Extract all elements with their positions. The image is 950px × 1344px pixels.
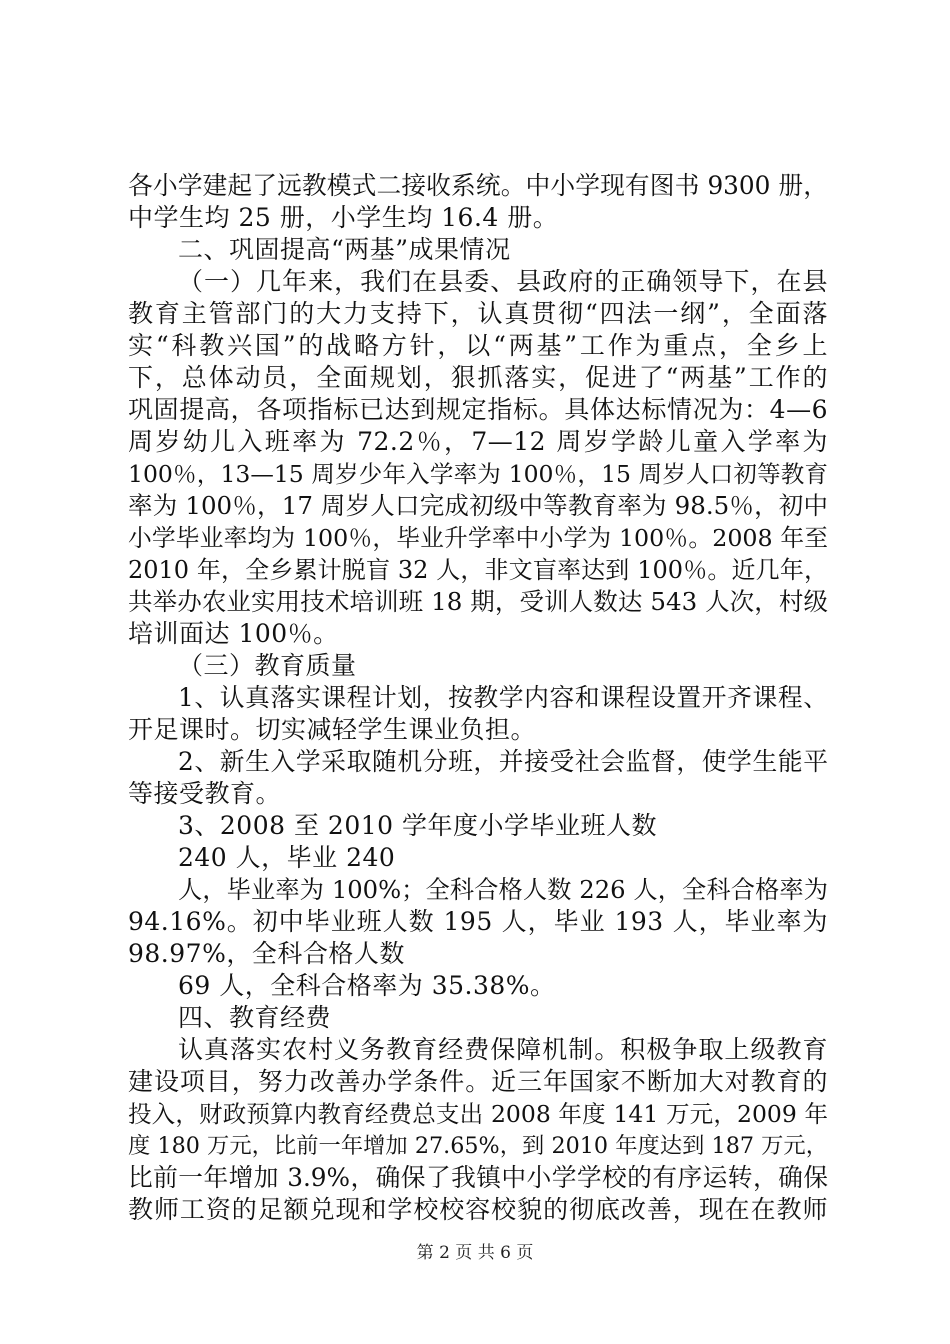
text-line: 度 180 万元，比前一年增加 27.65%，到 2010 年度达到 187 万元， (128, 1133, 828, 1159)
text-line: 240 人，毕业 240 (178, 843, 396, 872)
text-line: 实“科教兴国”的战略方针，以“两基”工作为重点，全乡上 (128, 331, 828, 360)
section-heading: 二、巩固提高“两基”成果情况 (178, 235, 511, 264)
text-line: 教育主管部门的大力支持下，认真贯彻“四法一纲”，全面落 (128, 299, 828, 328)
text-line: 共举办农业实用技术培训班 18 期，受训人数达 543 人次，村级 (128, 587, 828, 616)
page-number-footer: 第 2 页 共 6 页 (416, 1243, 534, 1263)
text-line: 3、2008 至 2010 学年度小学毕业班人数 (178, 811, 657, 840)
text-line: 小学毕业率均为 100％，毕业升学率中小学为 100％。2008 年至 (128, 524, 828, 552)
text-line: 投入，财政预算内教育经费总支出 2008 年度 141 万元，2009 年 (128, 1100, 828, 1128)
text-line: 中学生均 25 册，小学生均 16.4 册。 (128, 203, 559, 232)
text-line: （一）几年来，我们在县委、县政府的正确领导下，在县 (178, 267, 828, 296)
text-line: 下，总体动员，全面规划，狠抓落实，促进了“两基”工作的 (128, 363, 828, 392)
section-heading: 四、教育经费 (178, 1003, 332, 1032)
text-line: 教师工资的足额兑现和学校校容校貌的彻底改善，现在在教师 (128, 1195, 828, 1224)
document-body (128, 170, 828, 1226)
text-line: 巩固提高，各项指标已达到规定指标。具体达标情况为：4—6 (128, 395, 828, 424)
text-line: 率为 100％，17 周岁人口完成初级中等教育率为 98.5％，初中 (128, 491, 828, 520)
text-line: 1、认真落实课程计划，按教学内容和课程设置开齐课程、 (178, 683, 828, 712)
text-line: 人，毕业率为 100%；全科合格人数 226 人，全科合格率为 (178, 875, 828, 904)
text-line: 周岁幼儿入班率为 72.2％，7—12 周岁学龄儿童入学率为 (128, 427, 828, 456)
text-line: 等接受教育。 (128, 779, 282, 808)
text-line: 各小学建起了远教模式二接收系统。中小学现有图书 9300 册， (128, 171, 828, 200)
section-heading: （三）教育质量 (178, 651, 357, 680)
text-line: 100％，13—15 周岁少年入学率为 100％，15 周岁人口初等教育 (128, 460, 828, 488)
text-line: 98.97%，全科合格人数 (128, 939, 405, 968)
text-line: 69 人，全科合格率为 35.38%。 (178, 971, 556, 1000)
text-line: 开足课时。切实减轻学生课业负担。 (128, 715, 537, 744)
text-line: 比前一年增加 3.9%，确保了我镇中小学学校的有序运转，确保 (128, 1163, 828, 1192)
text-line: 2、新生入学采取随机分班，并接受社会监督，使学生能平 (178, 747, 828, 776)
text-line: 94.16%。初中毕业班人数 195 人，毕业 193 人，毕业率为 (128, 907, 828, 936)
text-line: 培训面达 100％。 (128, 619, 339, 648)
text-line: 认真落实农村义务教育经费保障机制。积极争取上级教育 (178, 1035, 828, 1064)
text-line: 建设项目，努力改善办学条件。近三年国家不断加大对教育的 (128, 1067, 828, 1096)
text-line: 2010 年，全乡累计脱盲 32 人，非文盲率达到 100％。近几年， (128, 556, 828, 584)
